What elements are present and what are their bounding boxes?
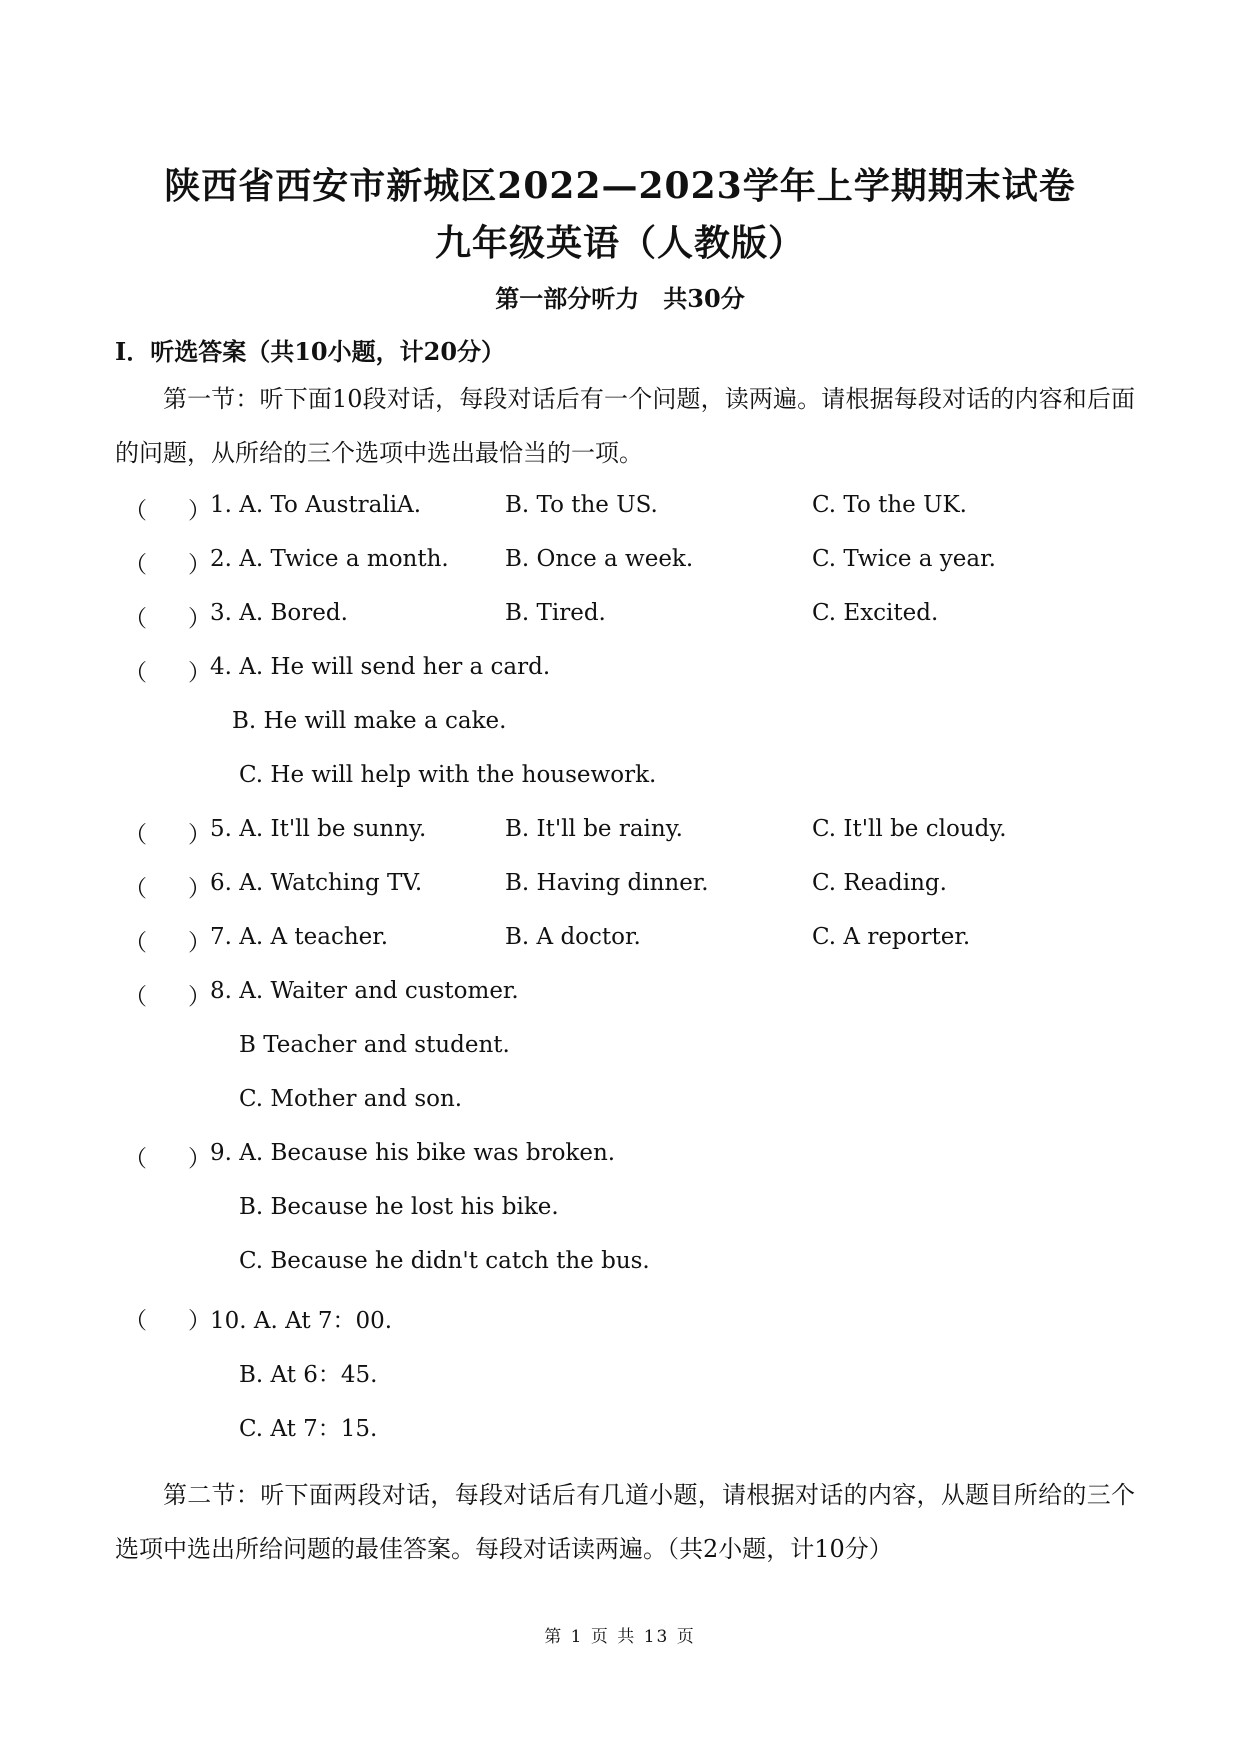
question-row xyxy=(0,924,1240,964)
page-footer: 第 1 页 共 13 页 xyxy=(544,1627,696,1647)
question-row xyxy=(0,1140,1240,1180)
option-c: C. Excited. xyxy=(812,600,939,626)
answer-bracket-open[interactable]: （ xyxy=(124,1146,147,1172)
option-b: B Teacher and student. xyxy=(239,1032,510,1058)
section-heading: Ⅰ．听选答案（共10小题，计20分） xyxy=(115,337,506,366)
answer-bracket-open[interactable]: （ xyxy=(124,930,147,956)
question-row xyxy=(0,978,1240,1018)
question-stem: 5. A. It'll be sunny. xyxy=(210,816,427,842)
option-c: C. It'll be cloudy. xyxy=(812,816,1007,842)
answer-bracket-open[interactable]: （ xyxy=(124,552,147,578)
answer-bracket-close: ） xyxy=(188,498,211,524)
answer-bracket-open[interactable]: （ xyxy=(124,984,147,1010)
answer-bracket-close: ） xyxy=(188,876,211,902)
option-b: B. Once a week. xyxy=(505,546,694,572)
answer-bracket-close: ） xyxy=(188,1146,211,1172)
option-c: C. Twice a year. xyxy=(812,546,996,572)
option-b: B. To the US. xyxy=(505,492,658,518)
answer-bracket-open[interactable]: （ xyxy=(124,660,147,686)
question-stem: 6. A. Watching TV. xyxy=(210,870,423,896)
option-c: C. Because he didn't catch the bus. xyxy=(239,1248,650,1274)
instruction-paragraph-1: 第一节：听下面10段对话，每段对话后有一个问题，读两遍。请根据每段对话的内容和后面的问题，从所给的三个选项中选出最恰当的一项。 xyxy=(115,385,1135,467)
question-stem: 8. A. Waiter and customer. xyxy=(210,978,519,1004)
answer-bracket-open[interactable]: （ xyxy=(124,822,147,848)
answer-bracket-close: ） xyxy=(188,822,211,848)
option-b: B. At 6：45. xyxy=(239,1362,378,1388)
option-b: B. Tired. xyxy=(505,600,606,626)
option-b: B. Having dinner. xyxy=(505,870,709,896)
option-b: B. Because he lost his bike. xyxy=(239,1194,559,1220)
answer-bracket-open[interactable]: （ xyxy=(124,606,147,632)
question-row xyxy=(0,1302,1240,1342)
option-c: C. At 7：15. xyxy=(239,1416,378,1442)
question-stem: 9. A. Because his bike was broken. xyxy=(210,1140,616,1166)
option-c: C. A reporter. xyxy=(812,924,971,950)
exam-title: 陕西省西安市新城区2022—2023学年上学期期末试卷 xyxy=(164,165,1076,207)
question-stem: 4. A. He will send her a card. xyxy=(210,654,551,680)
question-row xyxy=(0,816,1240,856)
answer-bracket-close: ） xyxy=(188,930,211,956)
answer-bracket-open[interactable]: （ xyxy=(124,498,147,524)
option-b: B. It'll be rainy. xyxy=(505,816,683,842)
question-row xyxy=(0,492,1240,532)
answer-bracket-open[interactable]: （ xyxy=(124,1308,147,1334)
option-c: C. Mother and son. xyxy=(239,1086,463,1112)
exam-subtitle: 九年级英语（人教版） xyxy=(434,222,805,264)
question-row xyxy=(0,546,1240,586)
answer-bracket-open[interactable]: （ xyxy=(124,876,147,902)
question-row xyxy=(0,870,1240,910)
answer-bracket-close: ） xyxy=(188,660,211,686)
answer-bracket-close: ） xyxy=(188,984,211,1010)
answer-bracket-close: ） xyxy=(188,552,211,578)
question-stem: 2. A. Twice a month. xyxy=(210,546,449,572)
option-c: C. He will help with the housework. xyxy=(239,762,657,788)
answer-bracket-close: ） xyxy=(188,1308,211,1334)
answer-bracket-close: ） xyxy=(188,606,211,632)
question-row xyxy=(0,654,1240,694)
option-c: C. Reading. xyxy=(812,870,947,896)
part-heading: 第一部分听力 共30分 xyxy=(495,284,745,313)
option-b: B. A doctor. xyxy=(505,924,641,950)
question-stem: 3. A. Bored. xyxy=(210,600,348,626)
instruction-paragraph-2: 第二节：听下面两段对话，每段对话后有几道小题，请根据对话的内容，从题目所给的三个选项中选出所给问题的最佳答案。每段对话读两遍。（共2小题，计10分） xyxy=(115,1481,1135,1563)
question-row xyxy=(0,600,1240,640)
option-c: C. To the UK. xyxy=(812,492,967,518)
option-b: B. He will make a cake. xyxy=(232,708,507,734)
question-stem: 1. A. To AustraliA. xyxy=(210,492,422,518)
question-stem: 10. A. At 7：00. xyxy=(210,1308,393,1334)
question-stem: 7. A. A teacher. xyxy=(210,924,389,950)
